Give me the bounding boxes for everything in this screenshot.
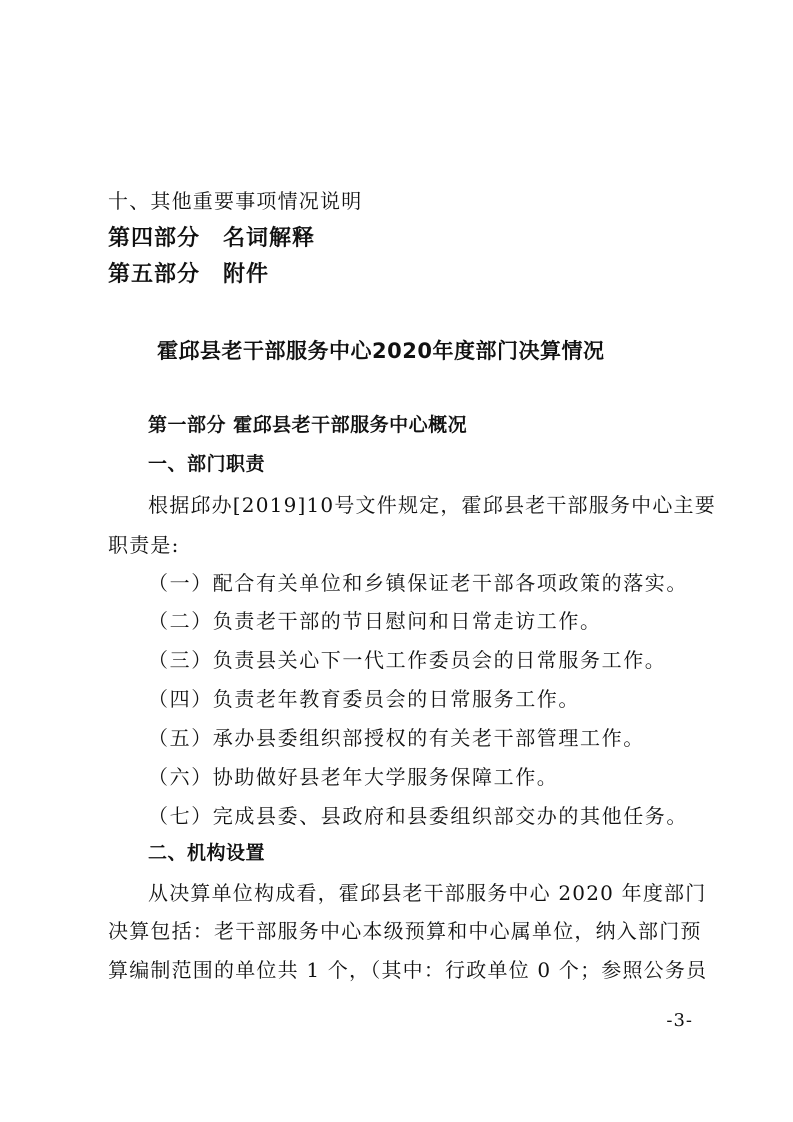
- duties-intro-line-1: 根据邱办[2019]10号文件规定，霍邱县老干部服务中心主要: [148, 493, 716, 517]
- section2-para-line-1: 从决算单位构成看，霍邱县老干部服务中心 2020 年度部门: [148, 881, 707, 905]
- duty-item: （五）承办县委组织部授权的有关老干部管理工作。: [148, 726, 645, 750]
- section2-heading: 二、机构设置: [148, 842, 266, 864]
- part1-heading: 第一部分 霍邱县老干部服务中心概况: [148, 414, 468, 436]
- duty-item: （四）负责老年教育委员会的日常服务工作。: [148, 687, 580, 711]
- duty-item: （七）完成县委、县政府和县委组织部交办的其他任务。: [148, 804, 688, 828]
- section1-heading: 一、部门职责: [148, 453, 266, 475]
- duty-item: （一）配合有关单位和乡镇保证老干部各项政策的落实。: [148, 571, 688, 595]
- duties-intro-line-2: 职责是:: [108, 533, 180, 557]
- duty-item: （六）协助做好县老年大学服务保障工作。: [148, 765, 559, 789]
- toc-part-5: 第五部分 附件: [108, 262, 270, 287]
- toc-item-10: 十、其他重要事项情况说明: [108, 189, 363, 213]
- section2-para-line-3: 算编制范围的单位共 1 个，（其中：行政单位 0 个；参照公务员: [108, 958, 708, 982]
- duty-item: （三）负责县关心下一代工作委员会的日常服务工作。: [148, 648, 667, 672]
- toc-part-4: 第四部分 名词解释: [108, 226, 316, 251]
- section2-para-line-2: 决算包括：老干部服务中心本级预算和中心属单位，纳入部门预: [108, 919, 702, 943]
- document-title: 霍邱县老干部服务中心2020年度部门决算情况: [157, 339, 605, 363]
- duty-item: （二）负责老干部的节日慰问和日常走访工作。: [148, 609, 602, 633]
- page-number: -3-: [666, 1010, 693, 1031]
